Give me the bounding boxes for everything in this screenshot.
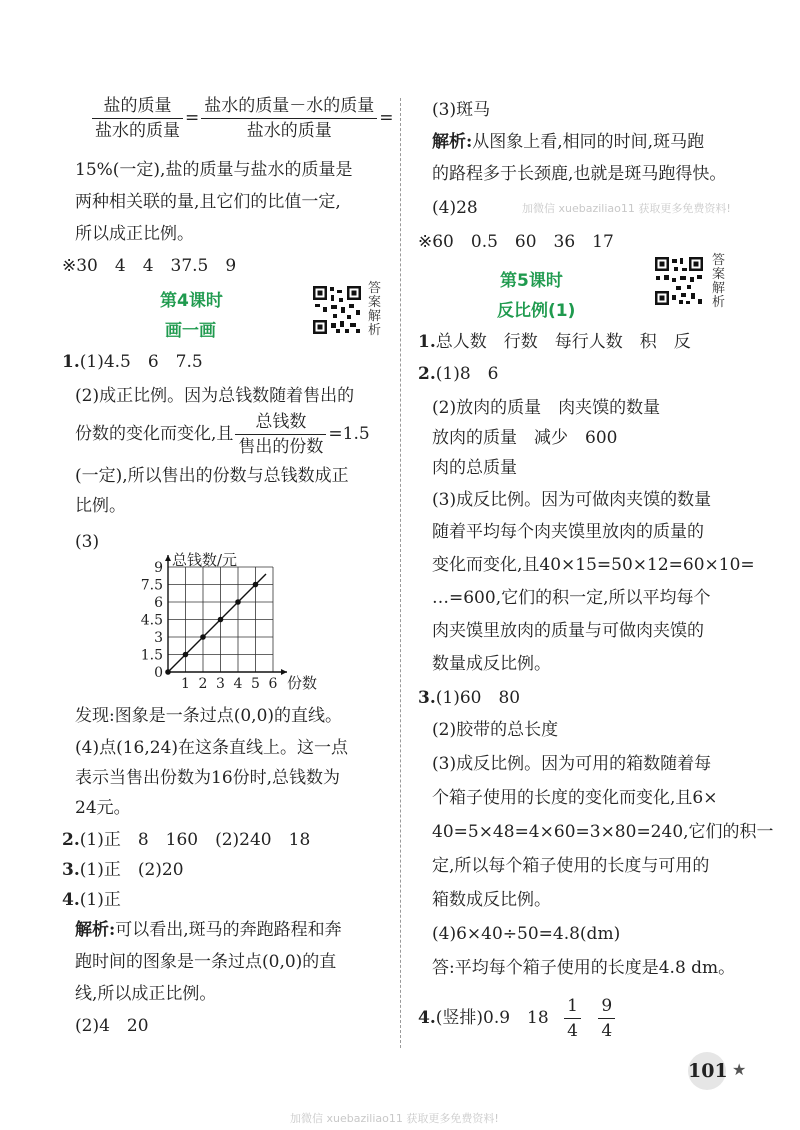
qr-code-icon[interactable] [654,256,704,306]
r-q2-2a: (2)放肉的质量 肉夹馍的数量 [432,398,661,418]
q1-2d: 比例。 [75,496,126,516]
x-tick-label: 2 [198,676,208,692]
salt-line-3: 两种相关联的量,且它们的比值一定, [75,192,341,212]
q1-4c: 24元。 [75,798,131,818]
r-analysis-1: 解析:从图象上看,相同的时间,斑马跑 [432,132,705,152]
q4-2: (2)4 20 [75,1016,149,1036]
data-point [165,669,171,675]
q4-analysis-2: 跑时间的图象是一条过点(0,0)的直 [75,952,337,972]
data-point [235,599,241,605]
column-divider [400,98,401,1048]
r-q3-4: (4)6×40÷50=4.8(dm) [432,924,621,944]
q1-4a: (4)点(16,24)在这条直线上。这一点 [75,738,349,758]
salt-fraction-1: $\frac{\text{盐的质量}}{\text{盐水的质量}}$ [92,94,183,143]
x-tick-label: 4 [233,676,243,692]
fraction-9-4: $\frac{9}{4}$ [598,994,615,1043]
q1-3: (3) [75,532,100,552]
y-tick-label: 6 [154,595,163,611]
salt-line-4: 所以成正比例。 [75,224,194,244]
r-q2-3c: 变化而变化,且40×15=50×12=60×10= [432,555,755,575]
r-q1-item: 1.总人数 行数 每行人数 积 反 [418,332,691,352]
r-q2-2b: 放肉的质量 减少 600 [432,428,618,448]
watermark-top: 加微信 xuebaziliao11 获取更多免费资料! [522,202,731,215]
r-q3-3e: 箱数成反比例。 [432,890,551,910]
y-tick-label: 4.5 [140,612,163,629]
r-q2-item: 2.(1)8 6 [418,364,499,384]
data-point [200,634,206,640]
q4-item: 4.(1)正 [62,890,121,910]
y-tick-label: 9 [154,560,163,576]
salt-fraction-equation: $\frac{\text{盐的质量}}{\text{盐水的质量}}$ = $\frac{\text{盐水的质量－水的质量}}{\text{盐水的质量}}$ = [90,94,394,143]
y-tick-label: 3 [154,630,163,646]
page-number: 101 [688,1052,726,1090]
fraction-1-4: $\frac{1}{4}$ [564,994,581,1043]
x-tick-label: 5 [251,676,260,692]
r-q3-3d: 定,所以每个箱子使用的长度与可用的 [432,856,710,876]
lesson-5-subtitle: 反比例(1) [497,301,576,321]
page-star-icon: ★ [732,1060,747,1079]
y-tick-label: 7.5 [140,577,163,594]
q1-4b: 表示当售出份数为16份时,总钱数为 [75,768,341,788]
y-tick-label: 0 [154,665,163,681]
lesson-5-title: 第5课时 [500,271,563,291]
r-q3-3a: (3)成反比例。因为可用的箱数随着每 [432,754,712,774]
data-line [168,574,266,672]
q1-2b: 份数的变化而变化,且 $\frac{\text{总钱数}}{\text{售出的份数}}$ =1.5 [75,412,370,457]
y-axis-label: 总钱数/元 [172,551,238,569]
q1-2a: (2)成正比例。因为总钱数随着售出的 [75,386,355,406]
watermark-bottom: 加微信 xuebaziliao11 获取更多免费资料! [290,1112,499,1125]
q2-item: 2.(1)正 8 160 (2)240 18 [62,830,311,850]
r-q3-item: 3.(1)60 80 [418,688,521,708]
r-q3-answer: 答:平均每个箱子使用的长度是4.8 dm。 [432,958,736,978]
q4-analysis-3: 线,所以成正比例。 [75,984,217,1004]
q4-analysis-1: 解析:可以看出,斑马的奔跑路程和奔 [75,920,342,940]
x-tick-label: 6 [268,676,278,692]
r-q2-3e: 肉夹馍里放肉的质量与可做肉夹馍的 [432,621,704,641]
r-q3-2: (2)胶带的总长度 [432,720,559,740]
r-q3-3c: 40=5×48=4×60=3×80=240,它们的积一 [432,822,774,842]
qr-code-icon[interactable] [312,285,362,335]
y-tick-label: 1.5 [140,647,163,664]
q1-2c: (一定),所以售出的份数与总钱数成正 [75,466,349,486]
lesson-4-subtitle: 画一画 [165,321,216,341]
star-answers-right: ※60 0.5 60 36 17 [418,232,614,252]
data-point [218,617,224,623]
r-analysis-2: 的路程多于长颈鹿,也就是斑马跑得快。 [432,164,727,184]
x-tick-label: 3 [216,676,225,692]
r-q2-3f: 数量成反比例。 [432,654,551,674]
qr-label: 答案解析 [712,253,726,310]
r-q2-3d: …=600,它们的积一定,所以平均每个 [432,588,711,608]
r-4: (4)28 [432,198,478,218]
r-q4-item: 4.(竖排)0.9 18 $\frac{1}{4}$ $\frac{9}{4}$ [418,994,617,1043]
r-q2-3a: (3)成反比例。因为可做肉夹馍的数量 [432,490,712,510]
x-axis-label: 份数 [287,674,318,692]
star-answers-left: ※30 4 4 37.5 9 [62,256,237,276]
salt-line-2: 15%(一定),盐的质量与盐水的质量是 [75,160,353,180]
salt-fraction-2: $\frac{\text{盐水的质量－水的质量}}{\text{盐水的质量}}$ [201,94,377,143]
money-vs-copies-chart [130,528,340,698]
lesson-4-title: 第4课时 [160,291,223,311]
finding-text: 发现:图象是一条过点(0,0)的直线。 [75,706,343,726]
data-point [183,652,189,658]
qr-label: 答案解析 [368,281,382,338]
r-q2-2c: 肉的总质量 [432,458,517,478]
y-axis-arrow [165,555,171,561]
r-q2-3b: 随着平均每个肉夹馍里放肉的质量的 [432,522,704,542]
q3-item: 3.(1)正 (2)20 [62,860,184,880]
r-q3-3b: 个箱子使用的长度的变化而变化,且6× [432,788,718,808]
money-per-copy-fraction: $\frac{\text{总钱数}}{\text{售出的份数}}$ [235,410,326,459]
q1-item: 1.(1)4.5 6 7.5 [62,352,203,372]
r-3: (3)斑马 [432,100,491,120]
data-point [253,582,259,588]
x-tick-label: 1 [181,676,190,692]
